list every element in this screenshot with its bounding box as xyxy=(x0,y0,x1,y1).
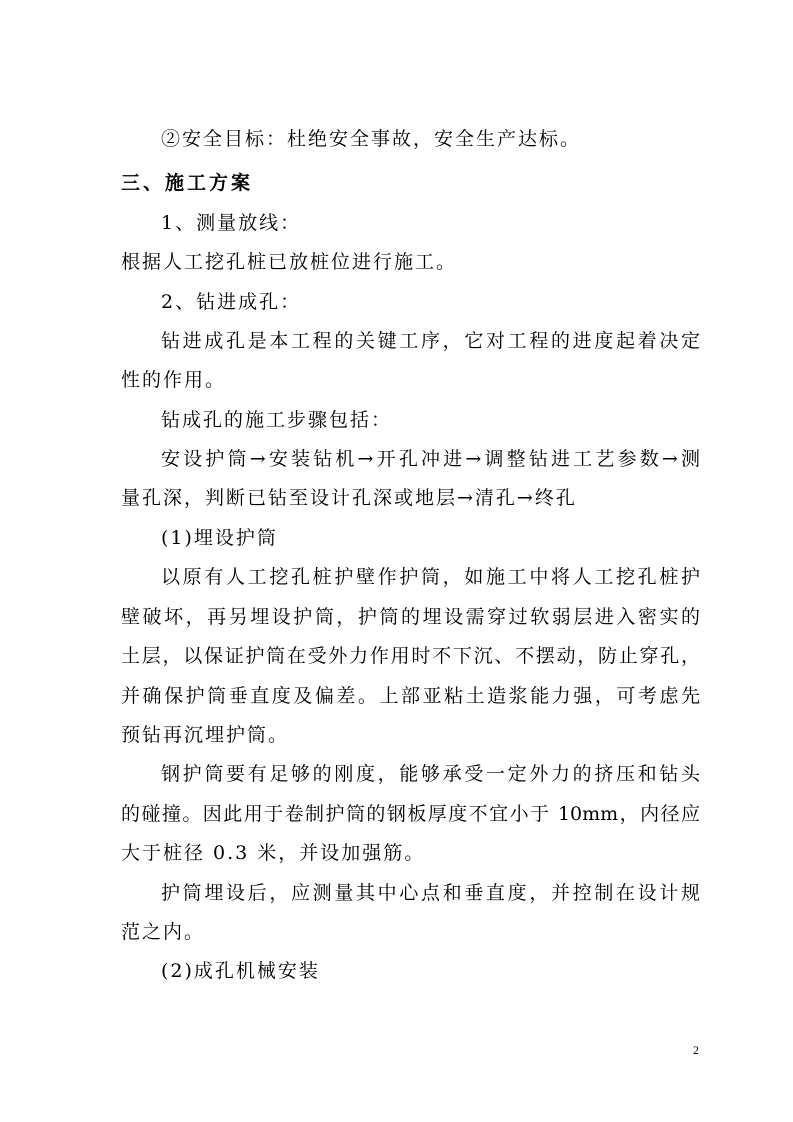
text-line: 护筒埋设后，应测量其中心点和垂直度，并控制在设计规 xyxy=(161,882,700,904)
text-line: 范之内。 xyxy=(121,921,206,943)
paragraph-measurement-line-1 xyxy=(0,881,793,905)
text-line: 预钻再沉埋护筒。 xyxy=(121,724,290,746)
text-line: 安设护筒→安装钻机→开孔冲进→调整钻进工艺参数→测 xyxy=(161,448,700,470)
text-line: (1)埋设护筒 xyxy=(161,527,278,549)
paragraph-survey-body xyxy=(0,250,793,274)
paragraph-steel-casing-line-1 xyxy=(0,762,793,786)
subsection-casing-title xyxy=(0,526,793,550)
paragraph-steps-line-2 xyxy=(0,486,793,510)
paragraph-steel-casing-line-3 xyxy=(0,841,793,865)
text-line: 大于桩径 0.3 米，并设加强筋。 xyxy=(121,842,426,864)
text-line: 钻成孔的施工步骤包括： xyxy=(161,409,393,431)
paragraph-steps-intro xyxy=(0,408,793,432)
paragraph-safety-goal xyxy=(0,127,793,151)
paragraph-drilling-line-1 xyxy=(0,329,793,353)
text-line: 以原有人工挖孔桩护壁作护筒，如施工中将人工挖孔桩护 xyxy=(161,566,700,588)
paragraph-measurement-line-2 xyxy=(0,920,793,944)
paragraph-casing-line-4 xyxy=(0,684,793,708)
text-line: 钢护筒要有足够的刚度，能够承受一定外力的挤压和钻头 xyxy=(161,763,700,785)
subsection-survey-title xyxy=(0,211,793,235)
paragraph-casing-line-2 xyxy=(0,605,793,629)
text-line: 2、钻进成孔： xyxy=(161,291,302,313)
paragraph-casing-line-1 xyxy=(0,565,793,589)
paragraph-casing-line-3 xyxy=(0,644,793,668)
text-line: 并确保护筒垂直度及偏差。上部亚粘土造浆能力强，可考虑先 xyxy=(121,685,700,707)
text-line: 的碰撞。因此用于卷制护筒的钢板厚度不宜小于 10mm，内径应 xyxy=(121,803,700,825)
text-line: 钻进成孔是本工程的关键工序，它对工程的进度起着决定 xyxy=(161,330,700,352)
page-number: 2 xyxy=(693,1043,699,1057)
paragraph-steel-casing-line-2 xyxy=(0,802,793,826)
text-line: 性的作用。 xyxy=(121,369,227,391)
subsection-drilling-title xyxy=(0,290,793,314)
text-line: 土层，以保证护筒在受外力作用时不下沉、不摆动，防止穿孔， xyxy=(121,645,700,667)
heading-text: 三、施工方案 xyxy=(121,172,254,194)
text-line: (2)成孔机械安装 xyxy=(161,960,320,982)
text-line: 根据人工挖孔桩已放桩位进行施工。 xyxy=(121,251,458,273)
section-heading xyxy=(0,171,793,195)
text-line: 量孔深，判断已钻至设计孔深或地层→清孔→终孔 xyxy=(121,487,577,509)
text-line: 1、测量放线： xyxy=(161,212,302,234)
text-line: ②安全目标：杜绝安全事故，安全生产达标。 xyxy=(161,128,582,150)
paragraph-drilling-line-2 xyxy=(0,368,793,392)
subsection-machine-title xyxy=(0,959,793,983)
paragraph-steps-line-1 xyxy=(0,447,793,471)
text-line: 壁破坏，再另埋设护筒，护筒的埋设需穿过软弱层进入密实的 xyxy=(121,606,700,628)
paragraph-casing-line-5 xyxy=(0,723,793,747)
